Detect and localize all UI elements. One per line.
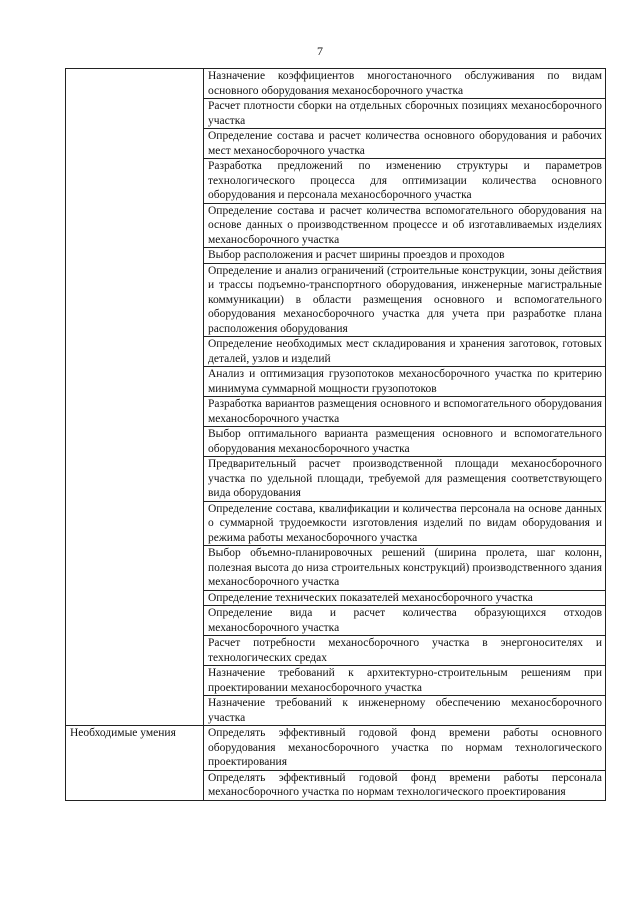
list-item: Определение необходимых мест складирования и хранения заготовок, готовых деталей, узлов и изделий: [204, 337, 606, 367]
competency-table: [65, 68, 606, 801]
list-item: Определение состава и расчет количества вспомогательного оборудования на основе данных о производственном процессе и об изготавливаемых изделиях механосборочного участка: [204, 203, 606, 248]
list-item: Определение вида и расчет количества образующихся отходов механосборочного участка: [204, 606, 606, 636]
table-row: [66, 726, 606, 771]
section-label-required-skills: Необходимые умения: [66, 726, 204, 801]
list-item: Определять эффективный годовой фонд времени работы персонала механосборочного участка по нормам технологического проектирования: [204, 770, 606, 800]
list-item: Разработка предложений по изменению структуры и параметров технологического процесса для оптимизации количества основного оборудования и персонала механосборочного участка: [204, 159, 606, 204]
list-item: Определение состава и расчет количества основного оборудования и рабочих мест механосборочного участка: [204, 129, 606, 159]
list-item: Назначение требований к инженерному обеспечению механосборочного участка: [204, 696, 606, 726]
list-item: Выбор оптимального варианта размещения основного и вспомогательного оборудования механосборочного участка: [204, 427, 606, 457]
list-item: Назначение коэффициентов многостаночного обслуживания по видам основного оборудования механосборочного участка: [204, 69, 606, 99]
list-item: Определять эффективный годовой фонд времени работы основного оборудования механосборочного участка по нормам технологического проектирования: [204, 726, 606, 771]
list-item: Определение технических показателей механосборочного участка: [204, 590, 606, 606]
list-item: Предварительный расчет производственной площади механосборочного участка по удельной площади, требуемой для размещения соответствующего вида оборудования: [204, 457, 606, 502]
list-item: Анализ и оптимизация грузопотоков механосборочного участка по критерию минимума суммарной мощности грузопотоков: [204, 367, 606, 397]
list-item: Определение состава, квалификации и количества персонала на основе данных о суммарной трудоемкости изготовления изделий по видам оборудования и режима работы механосборочного участка: [204, 501, 606, 546]
list-item: Определение и анализ ограничений (строительные конструкции, зоны действия и трассы подъемно-транспортного оборудования, инженерные магистральные коммуникации) в области размещения основного и вспомогательного оборудования механосборочного участка для учета при разработке плана расположения оборудования: [204, 263, 606, 337]
list-item: Назначение требований к архитектурно-строительным решениям при проектировании механосборочного участка: [204, 666, 606, 696]
section-label: [66, 69, 204, 726]
list-item: Выбор объемно-планировочных решений (ширина пролета, шаг колонн, полезная высота до низа строительных конструкций) производственного здания механосборочного участка: [204, 546, 606, 591]
list-item: Выбор расположения и расчет ширины проездов и проходов: [204, 248, 606, 264]
page-number: 7: [317, 44, 323, 58]
list-item: Расчет потребности механосборочного участка в энергоносителях и технологических средах: [204, 636, 606, 666]
table-row: [66, 69, 606, 99]
list-item: Расчет плотности сборки на отдельных сборочных позициях механосборочного участка: [204, 99, 606, 129]
list-item: Разработка вариантов размещения основного и вспомогательного оборудования механосборочного участка: [204, 397, 606, 427]
